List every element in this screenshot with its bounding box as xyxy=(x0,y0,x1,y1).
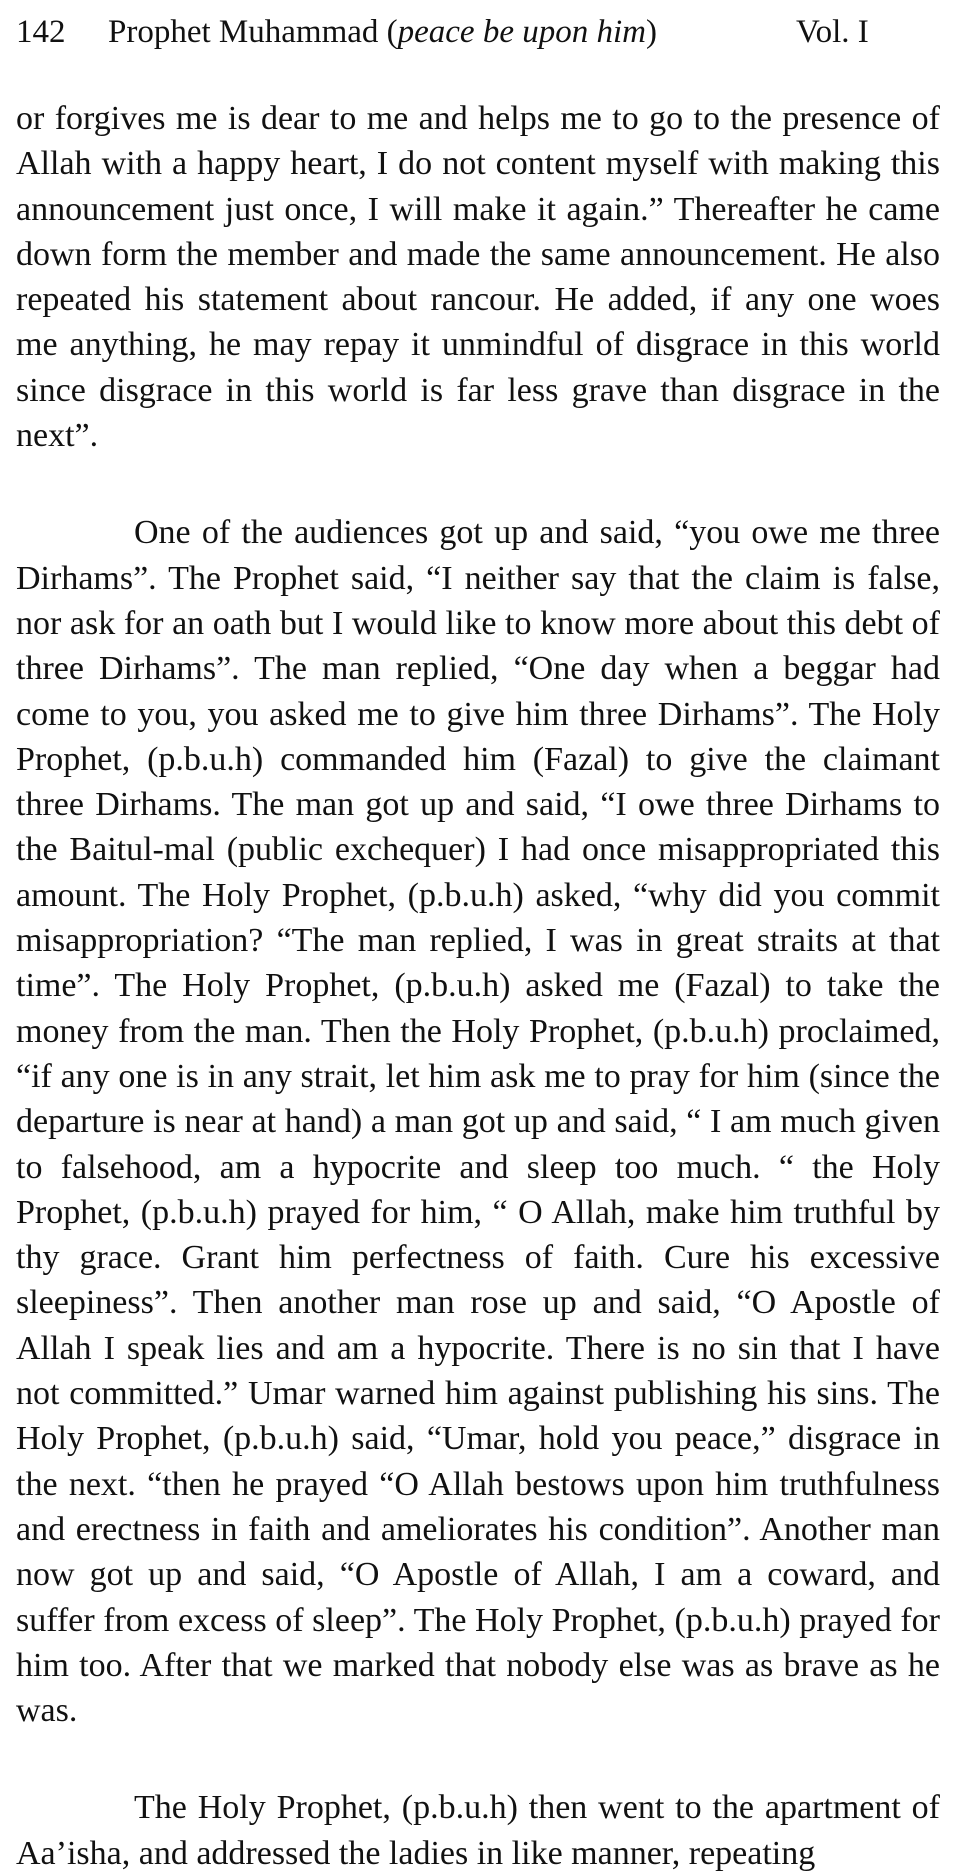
book-title-main: Prophet Muhammad ( xyxy=(108,14,398,50)
body-text xyxy=(16,96,940,1876)
paragraph-dirhams: One of the audiences got up and said, “you owe me three Dirhams”. The Prophet said, “I neither say that the claim is false, nor ask for an oath but I would like to know more about this debt of three Dirhams”. The man replied, “One day when a beggar had come to you, you asked me to give him three Dirhams”. The Holy Prophet, (p.b.u.h) commanded him (Fazal) to give the claimant three Dirhams. The man got up and said, “I owe three Dirhams to the Baitul-mal (public exchequer) I had once misappropriated this amount. The Holy Prophet, (p.b.u.h) asked, “why did you commit misappropriation? “The man replied, I was in great straits at that time”. The Holy Prophet, (p.b.u.h) asked me (Fazal) to take the money from the man. Then the Holy Prophet, (p.b.u.h) proclaimed, “if any one is in any strait, let him ask me to pray for him (since the departure is near at hand) a man got up and said, “ I am much given to falsehood, am a hypocrite and sleep too much. “ the Holy Prophet, (p.b.u.h) prayed for him, “ O Allah, make him truthful by thy grace. Grant him perfectness of faith. Cure his excessive sleepiness”. Then another man rose up and said, “O Apostle of Allah I speak lies and am a hypocrite. There is no sin that I have not committed.” Umar warned him against publishing his sins. The Holy Prophet, (p.b.u.h) said, “Umar, hold you peace,” disgrace in the next. “then he prayed “O Allah bestows upon him truthfulness and erectness in faith and ameliorates his condition”. Another man now got up and said, “O Apostle of Allah, I am a coward, and suffer from excess of sleep”. The Holy Prophet, (p.b.u.h) prayed for him too. After that we marked that nobody else was as brave as he was. xyxy=(16,514,940,1730)
page-number: 142 xyxy=(16,14,66,50)
book-title xyxy=(108,10,657,54)
running-head xyxy=(16,10,940,54)
volume-label: Vol. I xyxy=(796,14,869,50)
paragraph-continued: or forgives me is dear to me and helps me to go to the presence of Allah with a happy heart, I do not content myself with making this announcement just once, I will make it again.” Thereafter he came down form the member and made the same announcement. He also repeated his statement about rancour. He added, if any one woes me anything, he may repay it unmindful of disgrace in this world since disgrace in this world is far less grave than disgrace in the next”. xyxy=(16,100,940,455)
book-title-close: ) xyxy=(645,14,657,50)
book-title-honorific: peace be upon him xyxy=(397,14,646,50)
paragraph-aaisha: The Holy Prophet, (p.b.u.h) then went to the apartment of Aa’isha, and addressed the ladies in like manner, repeating xyxy=(16,1789,940,1872)
